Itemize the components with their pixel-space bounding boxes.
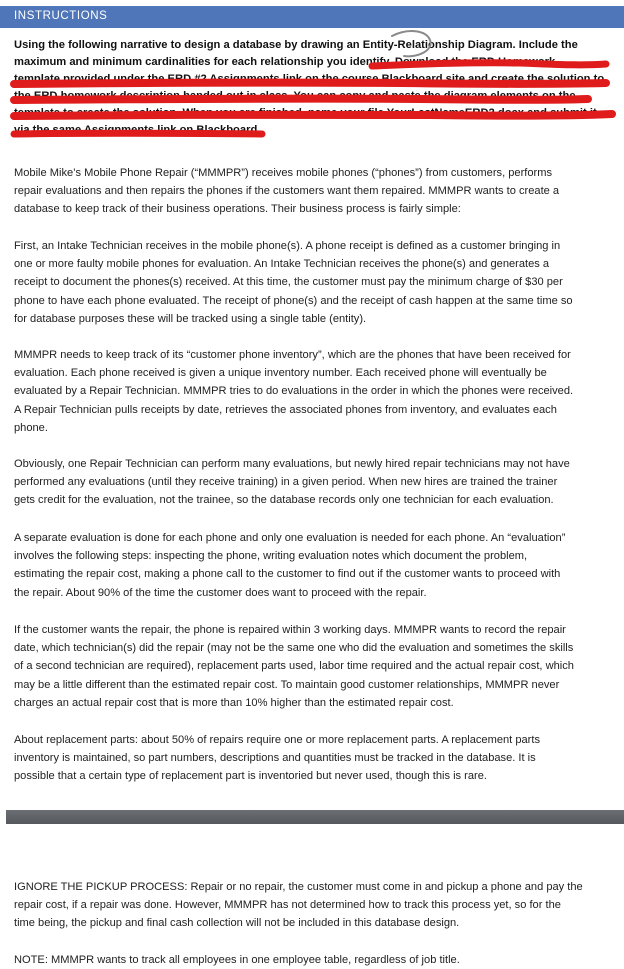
header-title: INSTRUCTIONS [14,10,108,22]
paragraph-line: involves the following steps: inspecting the phone, writing evaluation notes which document the problem, [14,550,528,563]
paragraph-line: date, which technician(s) did the repair (may not be the same one who did the evaluation and sometimes the skills [14,642,574,655]
paragraph-line: Obviously, one Repair Technician can perform many evaluations, but newly hired repair technicians may not have [14,458,570,470]
paragraph-line: of a second technician are required), replacement parts used, labor time required and the actual repair cost, which [14,660,574,673]
paragraph-line: for database purposes these will be tracked using a single table (entity). [14,312,367,325]
paragraph-line: phone. [14,421,48,434]
page-break-divider [6,810,624,824]
paragraph-line: database to keep track of their business operations. Their business process is fairly simple: [14,203,461,216]
paragraph-line: repair evaluations and then repairs the phones if the customers want them repaired. MMMPR wants to create a [14,185,560,198]
paragraph-inventory [14,346,616,437]
paragraph-line: one or more faulty mobile phones for evaluation. An Intake Technician receives the phone(s) and generates a [14,258,550,271]
paragraph-evaluation [14,529,616,602]
paragraph-line: possible that a certain type of replacement part is inventoried but never used, though this is rare. [14,770,487,783]
paragraph-line: charges an actual repair cost that is more than 10% higher than the estimated repair cost. [14,696,454,709]
paragraph-repair [14,621,616,712]
paragraph-line: About replacement parts: about 50% of repairs require one or more replacement parts. A replacement parts [14,734,541,746]
paragraph-line: IGNORE THE PICKUP PROCESS: Repair or no repair, the customer must come in and pickup a phone and pay the [14,881,583,893]
paragraph-line: receipt to document the phones(s) received. At this time, the customer must pay the minimum charge of $30 per [14,276,563,289]
paragraph-technicians [14,455,616,510]
instruction-line: the ERD homework description handed out in class. You can copy and paste the diagram elements on the [14,90,576,102]
paragraph-line: the repair. About 90% of the time the customer does want to proceed with the repair. [14,586,427,599]
paragraph-line: performed any evaluations (until they receive training) in a given period. When new hires are trained the trainer [14,476,558,489]
paragraph-line: Mobile Mike’s Mobile Phone Repair (“MMMPR”) receives mobile phones (“phones”) from customers, performs [14,167,553,179]
paragraph-line: First, an Intake Technician receives in the mobile phone(s). A phone receipt is defined as a customer bringing in [14,240,561,252]
paragraph-line: repair cost, if a repair was done. However, MMMPR has not determined how to track this process yet, so for the [14,899,561,912]
paragraph-line: MMMPR needs to keep track of its “customer phone inventory”, which are the phones that have been received for [14,349,571,361]
instruction-line: maximum and minimum cardinalities for each relationship you identify. Download the ERD Homework [14,56,556,68]
instruction-line: Using the following narrative to design a database by drawing an Entity-Relationship Diagram. Include the [14,39,578,51]
instructions-block [14,37,614,139]
paragraph-line: may be a little different than the estimated repair cost. To maintain good customer relationships, MMMPR never [14,678,560,691]
paragraph-line: evaluated by a Repair Technician. MMMPR tries to do evaluations in the order in which the phones were received. [14,385,574,398]
paragraph-line: phone to have each phone evaluated. The receipt of phone(s) and the receipt of cash happen at the same time so [14,294,573,307]
paragraph-intake [14,237,616,328]
paragraph-line: NOTE: MMMPR wants to track all employees in one employee table, regardless of job title. [14,954,460,966]
paragraph-line: A Repair Technician pulls receipts by date, retrieves the associated phones from inventory, and evaluates each [14,403,557,416]
paragraph-line: gets credit for the evaluation, not the trainee, so the database records only one technician for each evaluation. [14,494,554,507]
instruction-line: via the same Assignments link on Blackboard. [14,124,261,136]
paragraph-parts [14,731,616,786]
paragraph-line: evaluation. Each phone received is given a unique inventory number. Each received phone will eventually be [14,367,547,380]
instruction-line: template to create the solution. When you are finished, name your file YourLastNameERD2.docx and submit it [14,107,597,119]
paragraph-line: estimating the repair cost, making a phone call to the customer to find out if the customer wants to proceed with [14,568,561,581]
paragraph-line: time being, the pickup and final cash collection will not be included in this database design. [14,917,460,930]
paragraph-pickup [14,878,616,933]
paragraph-line: A separate evaluation is done for each phone and only one evaluation is needed for each phone. An “evaluation” [14,532,566,544]
instruction-line: template provided under the ERD #2 Assignments link on the course Blackboard site and create the solution to [14,73,605,85]
paragraph-note [14,951,616,969]
paragraph-line: inventory is maintained, so part numbers, descriptions and quantities must be tracked in the database. It is [14,752,536,765]
instructions-header [0,6,624,28]
paragraph-intro [14,164,616,219]
paragraph-line: If the customer wants the repair, the phone is repaired within 3 working days. MMMPR wants to record the repair [14,624,566,636]
